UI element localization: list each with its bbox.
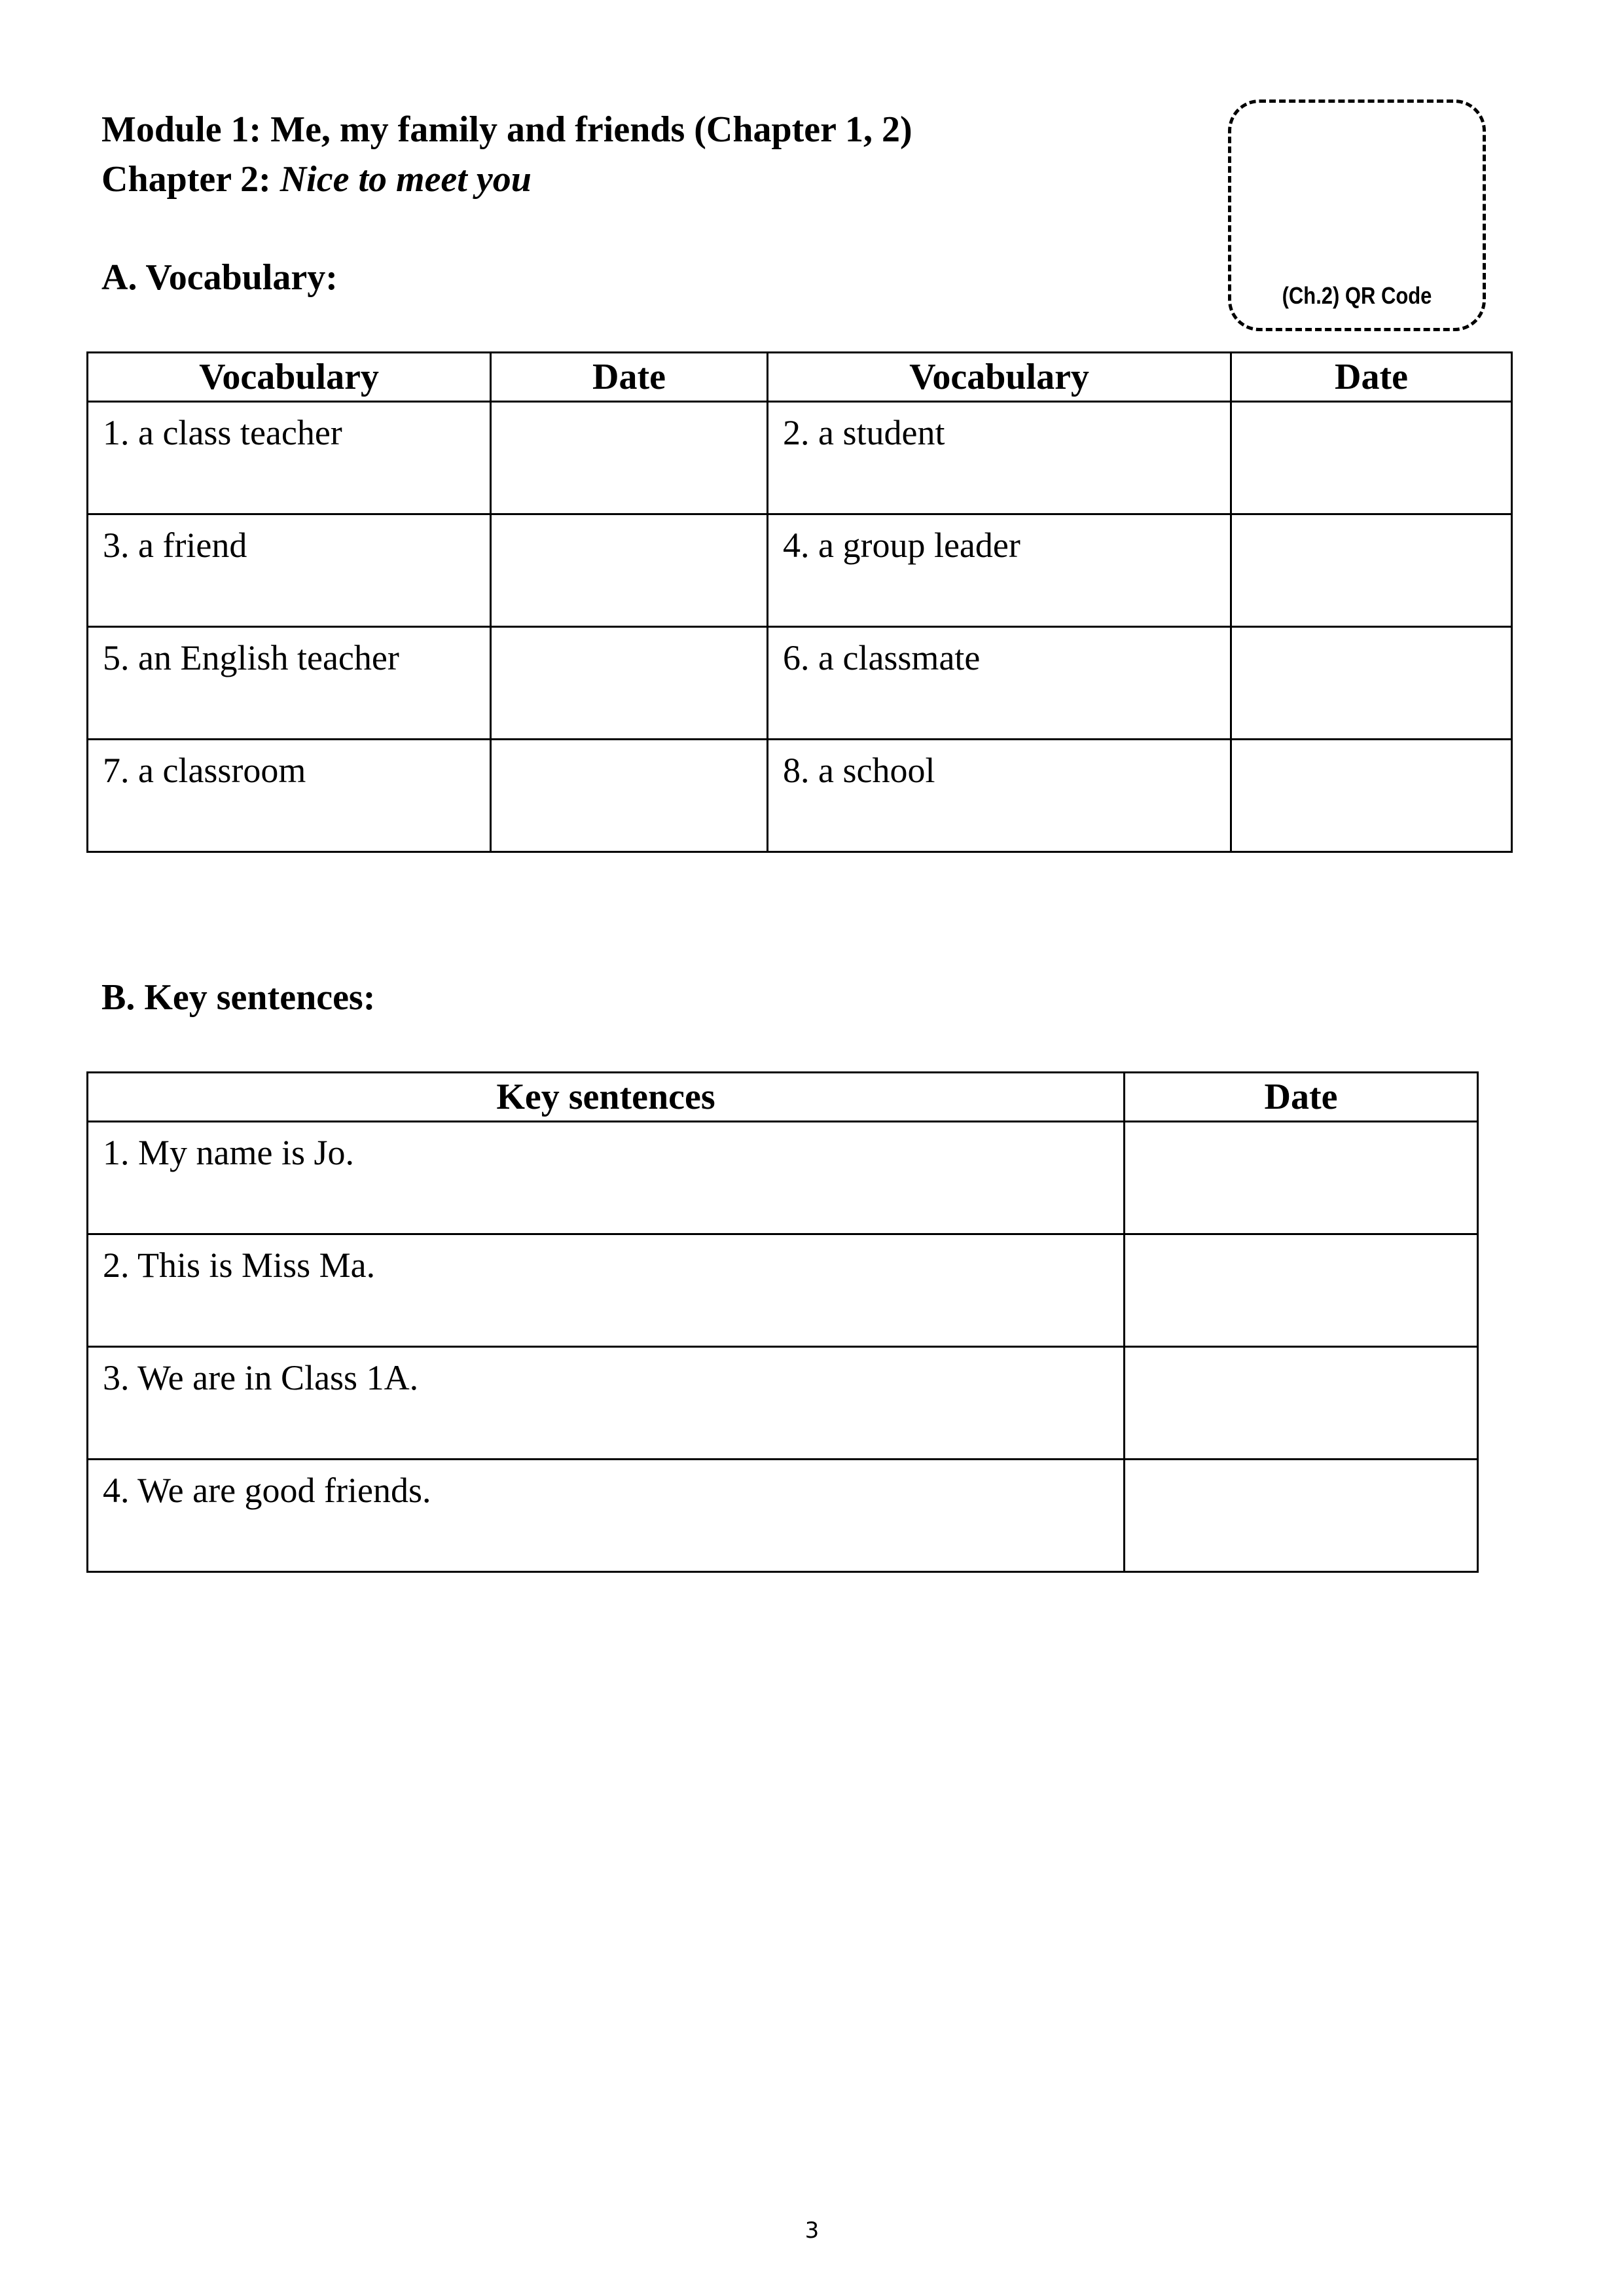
vocabulary-word: 8. a school [768,740,1231,852]
vocabulary-word: 1. a class teacher [88,402,491,514]
date-cell[interactable] [1231,627,1512,740]
vocabulary-word: 2. a student [768,402,1231,514]
chapter-title: Nice to meet you [280,159,532,200]
chapter-prefix: Chapter 2: [101,159,280,200]
column-header-date: Date [1231,353,1512,402]
date-cell[interactable] [491,627,768,740]
date-cell[interactable] [1231,740,1512,852]
page-number: 3 [804,2217,820,2244]
vocabulary-word: 3. a friend [88,514,491,627]
date-cell[interactable] [1231,402,1512,514]
key-sentences-heading: B. Key sentences: [101,977,376,1018]
date-cell[interactable] [1125,1347,1478,1460]
date-cell[interactable] [1231,514,1512,627]
date-cell[interactable] [1125,1122,1478,1234]
date-cell[interactable] [1125,1234,1478,1347]
qr-code-label: (Ch.2) QR Code [1282,282,1432,309]
module-title: Module 1: Me, my family and friends (Chapter 1, 2) [101,109,912,150]
date-cell[interactable] [491,514,768,627]
vocabulary-word: 4. a group leader [768,514,1231,627]
qr-code-placeholder [1228,99,1486,331]
vocabulary-heading: A. Vocabulary: [101,257,338,298]
column-header-date: Date [1125,1073,1478,1122]
column-header-vocabulary: Vocabulary [768,353,1231,402]
column-header-date: Date [491,353,768,402]
table-row [88,514,1512,627]
table-row [88,1122,1478,1234]
column-header-vocabulary: Vocabulary [88,353,491,402]
vocabulary-word: 5. an English teacher [88,627,491,740]
date-cell[interactable] [1125,1460,1478,1572]
date-cell[interactable] [491,402,768,514]
vocabulary-word: 6. a classmate [768,627,1231,740]
key-sentence: 4. We are good friends. [88,1460,1125,1572]
chapter-title-line [101,154,532,204]
key-sentence: 1. My name is Jo. [88,1122,1125,1234]
key-sentences-header-row [88,1073,1478,1122]
table-row [88,740,1512,852]
vocabulary-word: 7. a classroom [88,740,491,852]
column-header-key-sentences: Key sentences [88,1073,1125,1122]
key-sentence: 3. We are in Class 1A. [88,1347,1125,1460]
date-cell[interactable] [491,740,768,852]
vocabulary-header-row [88,353,1512,402]
table-row [88,1347,1478,1460]
table-row [88,402,1512,514]
key-sentence: 2. This is Miss Ma. [88,1234,1125,1347]
key-sentences-table [86,1071,1479,1573]
table-row [88,1460,1478,1572]
table-row [88,627,1512,740]
vocabulary-table [86,351,1513,853]
table-row [88,1234,1478,1347]
